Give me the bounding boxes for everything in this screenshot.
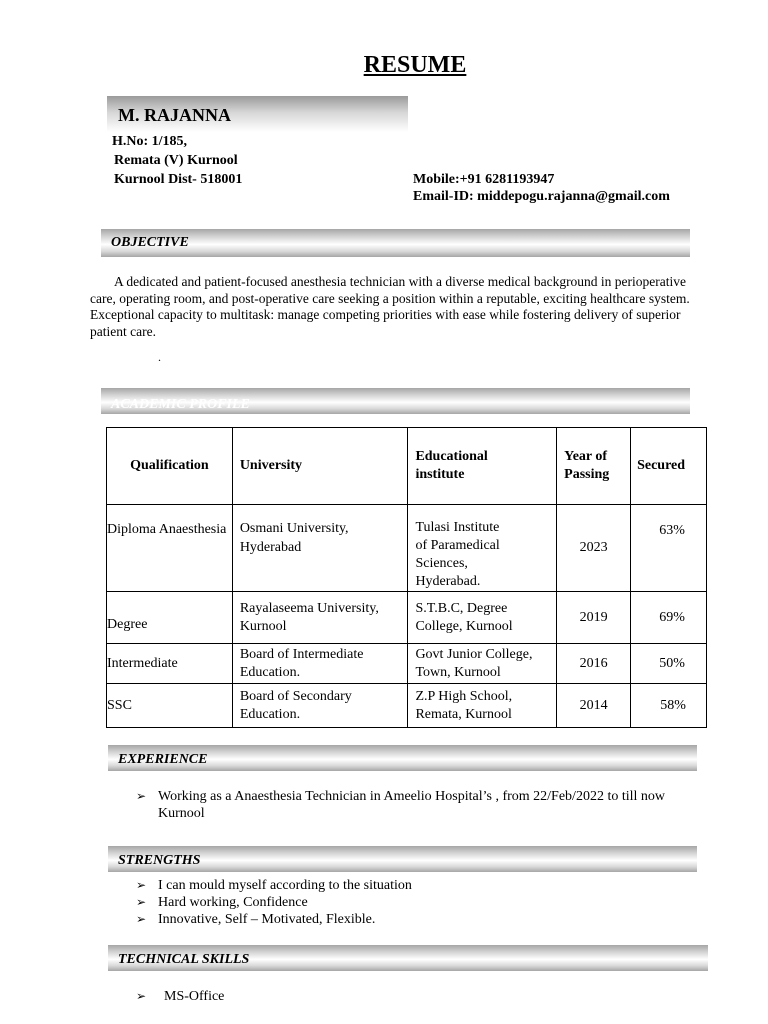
academic-table	[106, 427, 707, 728]
address-line-1: H.No: 1/185,	[112, 134, 188, 149]
list-item: ➢ Hard working, Confidence	[136, 894, 696, 911]
address-line-2: Remata (V) Kurnool	[114, 153, 238, 168]
list-item: ➢ MS-Office	[136, 988, 696, 1005]
technical-list	[136, 988, 696, 1005]
list-item: ➢ I can mould myself according to the situation	[136, 877, 696, 894]
cell-year: 2014	[557, 684, 631, 728]
email-address: Email-ID: middepogu.rajanna@gmail.com	[413, 189, 670, 204]
mobile-number: Mobile:+91 6281193947	[413, 172, 555, 187]
objective-section-bar	[101, 229, 690, 257]
cell-qualification: Diploma Anaesthesia	[107, 505, 233, 592]
objective-line-1: A dedicated and patient-focused anesthesia technician with a diverse medical background in perioperative	[114, 274, 687, 289]
experience-heading: EXPERIENCE	[118, 752, 208, 767]
cell-qualification: Intermediate	[107, 644, 233, 684]
strengths-heading: STRENGTHS	[118, 853, 201, 868]
list-item: ➢ Working as a Anaesthesia Technician in Ameelio Hospital’s , from 22/Feb/2022 to till now Kurnool	[136, 788, 716, 822]
header-institute: Educational institute	[408, 428, 557, 505]
cell-secured: 50%	[631, 644, 707, 684]
table-row	[107, 644, 707, 684]
objective-paragraph	[90, 274, 702, 340]
table-row	[107, 592, 707, 644]
experience-list	[136, 788, 716, 822]
cell-secured: 63%	[631, 505, 707, 592]
strengths-list	[136, 877, 696, 928]
address-line-3: Kurnool Dist- 518001	[114, 172, 243, 187]
cell-university: Board of Intermediate Education.	[232, 644, 408, 684]
cell-university: Rayalaseema University, Kurnool	[232, 592, 408, 644]
candidate-name: M. RAJANNA	[118, 105, 231, 125]
cell-year: 2023	[557, 505, 631, 592]
cell-qualification: Degree	[107, 592, 233, 644]
stray-period: .	[158, 350, 161, 364]
objective-line-3: Exceptional capacity to multitask: manage competing priorities with ease while fostering delivery of superior	[90, 307, 681, 322]
cell-secured: 69%	[631, 592, 707, 644]
cell-secured: 58%	[631, 684, 707, 728]
resume-title: RESUME	[363, 52, 467, 78]
cell-qualification: SSC	[107, 684, 233, 728]
cell-year: 2019	[557, 592, 631, 644]
objective-heading: OBJECTIVE	[111, 235, 189, 250]
cell-institute: S.T.B.C, Degree College, Kurnool	[408, 592, 557, 644]
technical-heading: TECHNICAL SKILLS	[118, 952, 250, 967]
table-row	[107, 684, 707, 728]
header-year: Year of Passing	[557, 428, 631, 505]
cell-institute: Tulasi Institute of Paramedical Sciences, Hyderabad.	[408, 505, 557, 592]
objective-line-4: patient care.	[90, 323, 156, 339]
cell-university: Board of Secondary Education.	[232, 684, 408, 728]
header-qualification: Qualification	[107, 428, 233, 505]
header-secured: Secured	[631, 428, 707, 505]
cell-university: Osmani University, Hyderabad	[232, 505, 408, 592]
academic-heading: ACADEMIC PROFILE	[111, 397, 250, 412]
objective-line-2: care, operating room, and post-operative care seeking a position within a reputable, exciting healthcare system.	[90, 290, 690, 306]
cell-institute: Govt Junior College, Town, Kurnool	[408, 644, 557, 684]
cell-institute: Z.P High School, Remata, Kurnool	[408, 684, 557, 728]
table-header-row	[107, 428, 707, 505]
list-item: ➢ Innovative, Self – Motivated, Flexible.	[136, 911, 696, 928]
cell-year: 2016	[557, 644, 631, 684]
header-university: University	[232, 428, 408, 505]
table-row	[107, 505, 707, 592]
